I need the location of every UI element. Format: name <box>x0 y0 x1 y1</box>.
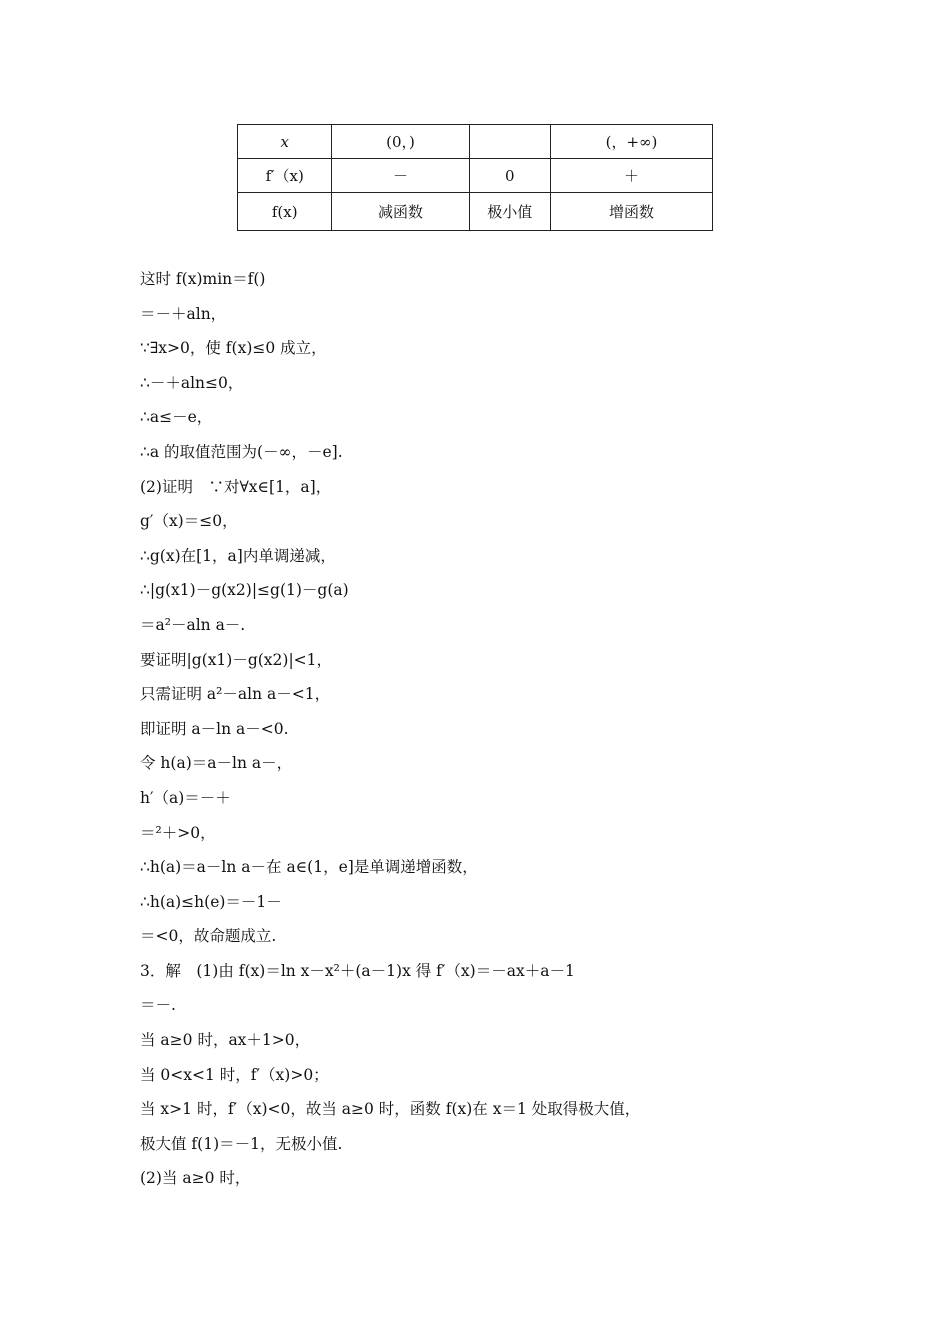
text-line: ∴a 的取值范围为(－∞，－e]. <box>140 442 343 461</box>
table-cell: － <box>332 159 469 193</box>
text-line: 当 a≥0 时，ax＋1>0， <box>140 1031 311 1050</box>
text-line: ∴－＋aln≤0， <box>140 373 244 392</box>
text-line: (2)证明 ∵对∀x∈[1，a]， <box>140 477 332 496</box>
table-cell: 减函数 <box>332 193 469 231</box>
text-line: ∴h(a)≤h(e)＝－1－ <box>140 892 282 911</box>
text-line: ∵∃x>0，使 f(x)≤0 成立， <box>140 339 327 358</box>
text-line: ＝<0，故命题成立. <box>140 927 277 946</box>
text-line: ＝a²－aln a－. <box>140 615 246 634</box>
table-cell: (，+∞) <box>551 125 713 159</box>
table-cell: ＋ <box>551 159 713 193</box>
text-line: ＝²＋>0， <box>140 823 216 842</box>
table-cell: f′（x) <box>238 159 332 193</box>
text-line: 只需证明 a²－aln a－<1， <box>140 685 331 704</box>
text-line: ＝－. <box>140 996 176 1015</box>
text-line: 3．解 (1)由 f(x)＝ln x－x²＋(a－1)x 得 f′（x)＝－ax＋a－1 <box>140 961 575 980</box>
text-line: g′（x)＝≤0， <box>140 512 238 531</box>
text-line: 即证明 a－ln a－<0. <box>140 719 289 738</box>
text-line: 这时 f(x)min＝f() <box>140 270 266 288</box>
table-cell: x <box>238 125 332 159</box>
table-row <box>238 193 713 231</box>
text-line: 令 h(a)＝a－ln a－， <box>140 754 293 773</box>
table-cell: (0，) <box>332 125 469 159</box>
text-line: 当 x>1 时，f′（x)<0，故当 a≥0 时，函数 f(x)在 x＝1 处取得极大值， <box>140 1100 641 1119</box>
text-line: ∴h(a)＝a－ln a－在 a∈(1，e]是单调递增函数， <box>140 858 478 877</box>
text-line: ∴a≤－e， <box>140 408 213 427</box>
table-cell: 增函数 <box>551 193 713 231</box>
table-row <box>238 159 713 193</box>
table-cell: 极小值 <box>469 193 550 231</box>
text-line: ＝－＋aln， <box>140 304 227 323</box>
text-line: ∴g(x)在[1，a]内单调递减， <box>140 546 336 565</box>
text-line: h′（a)＝－＋ <box>140 788 231 807</box>
table-cell <box>469 125 550 159</box>
text-line: 当 0<x<1 时，f′（x)>0； <box>140 1065 329 1084</box>
monotonicity-table <box>237 124 713 231</box>
table-cell: f(x) <box>238 193 332 231</box>
text-line: 极大值 f(1)＝－1，无极小值. <box>140 1134 343 1153</box>
solution-text <box>140 262 880 1196</box>
text-line: ∴|g(x1)－g(x2)|≤g(1)－g(a) <box>140 581 349 600</box>
text-line: 要证明|g(x1)－g(x2)|<1， <box>140 650 333 669</box>
table-row <box>238 125 713 159</box>
table-cell: 0 <box>469 159 550 193</box>
text-line: (2)当 a≥0 时， <box>140 1169 251 1188</box>
